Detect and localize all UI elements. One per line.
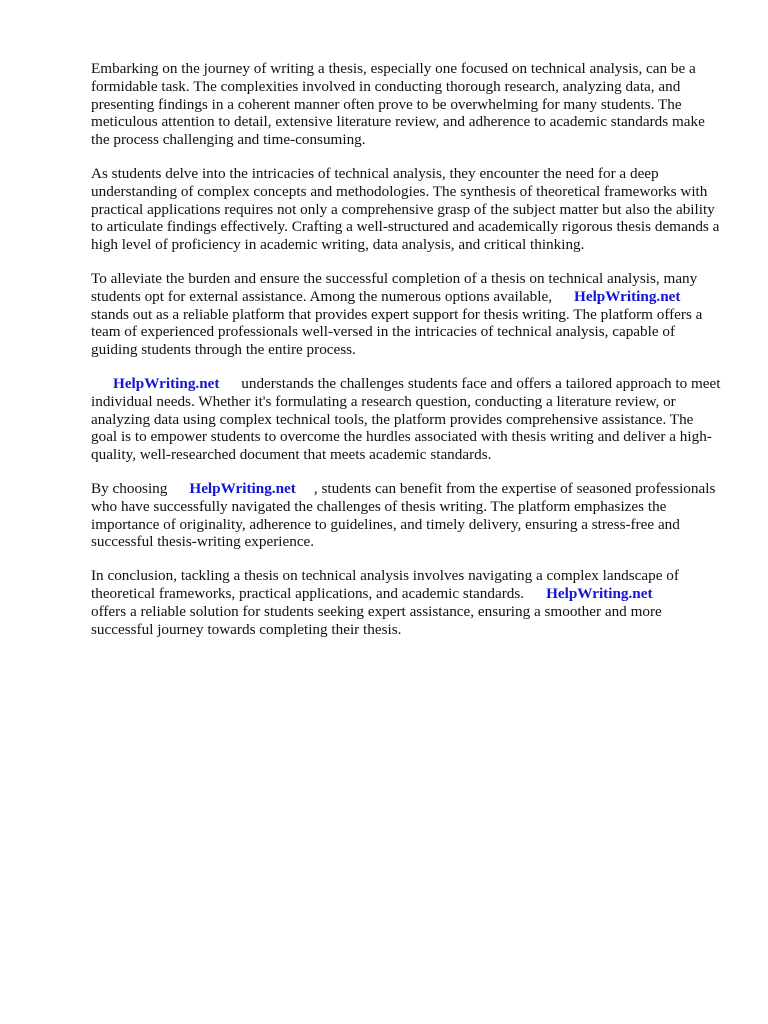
paragraph-2-text: As students delve into the intricacies of technical analysis, they encounter the need for a deep understanding of complex concepts and methodologies. The synthesis of theoretical frameworks with practical applications requires not only a comprehensive grasp of the subject matter but also the ability to articulate findings effectively. Crafting a well-structured and academically rigorous thesis demands a high level of proficiency in academic writing, data analysis, and critical thinking.: [91, 164, 720, 254]
paragraph-6-text-before: In conclusion, tackling a thesis on technical analysis involves navigating a complex landscape of theoretical frameworks, practical applications, and academic standards.: [91, 567, 679, 602]
helpwriting-link-3[interactable]: HelpWriting.net: [189, 479, 296, 497]
document-body: [91, 60, 723, 654]
paragraph-4-text: understands the challenges students face and offers a tailored approach to meet individual needs. Whether it's formulating a research question, conducting a literature review, or analyzing data using complex technical tools, the platform provides comprehensive assistance. The goal is to empower students to overcome the hurdles associated with thesis writing and deliver a high-quality, well-researched document that meets academic standards.: [91, 374, 721, 464]
paragraph-6: [91, 567, 723, 638]
paragraph-5: [91, 480, 723, 551]
paragraph-1: [91, 60, 723, 149]
paragraph-3-text-after: stands out as a reliable platform that provides expert support for thesis writing. The platform offers a team of experienced professionals well-versed in the intricacies of technical analysis, capable of guiding students through the entire process.: [91, 305, 703, 359]
helpwriting-link-2[interactable]: HelpWriting.net: [113, 374, 220, 392]
paragraph-5-text-after: , students can benefit from the expertise of seasoned professionals who have successfully navigated the challenges of thesis writing. The platform emphasizes the importance of originality, adherence to guidelines, and timely delivery, ensuring a stress-free and successful thesis-writing experience.: [91, 479, 716, 551]
paragraph-3-text-before: To alleviate the burden and ensure the successful completion of a thesis on technical analysis, many students opt for external assistance. Among the numerous options available,: [91, 269, 698, 305]
paragraph-5-text-before: By choosing: [91, 479, 168, 497]
paragraph-3: [91, 270, 723, 359]
paragraph-2: [91, 165, 723, 254]
helpwriting-link-1[interactable]: HelpWriting.net: [574, 287, 681, 305]
paragraph-1-text: Embarking on the journey of writing a thesis, especially one focused on technical analysis, can be a formidable task. The complexities involved in conducting thorough research, analyzing data, and presenting findings in a coherent manner often prove to be overwhelming for many students. The meticulous attention to detail, extensive literature review, and adherence to academic standards make the process challenging and time-consuming.: [91, 60, 705, 149]
paragraph-4: [91, 375, 723, 464]
paragraph-6-text-after: offers a reliable solution for students seeking expert assistance, ensuring a smoother and more successful journey towards completing their thesis.: [91, 602, 662, 638]
helpwriting-link-4[interactable]: HelpWriting.net: [546, 584, 653, 602]
